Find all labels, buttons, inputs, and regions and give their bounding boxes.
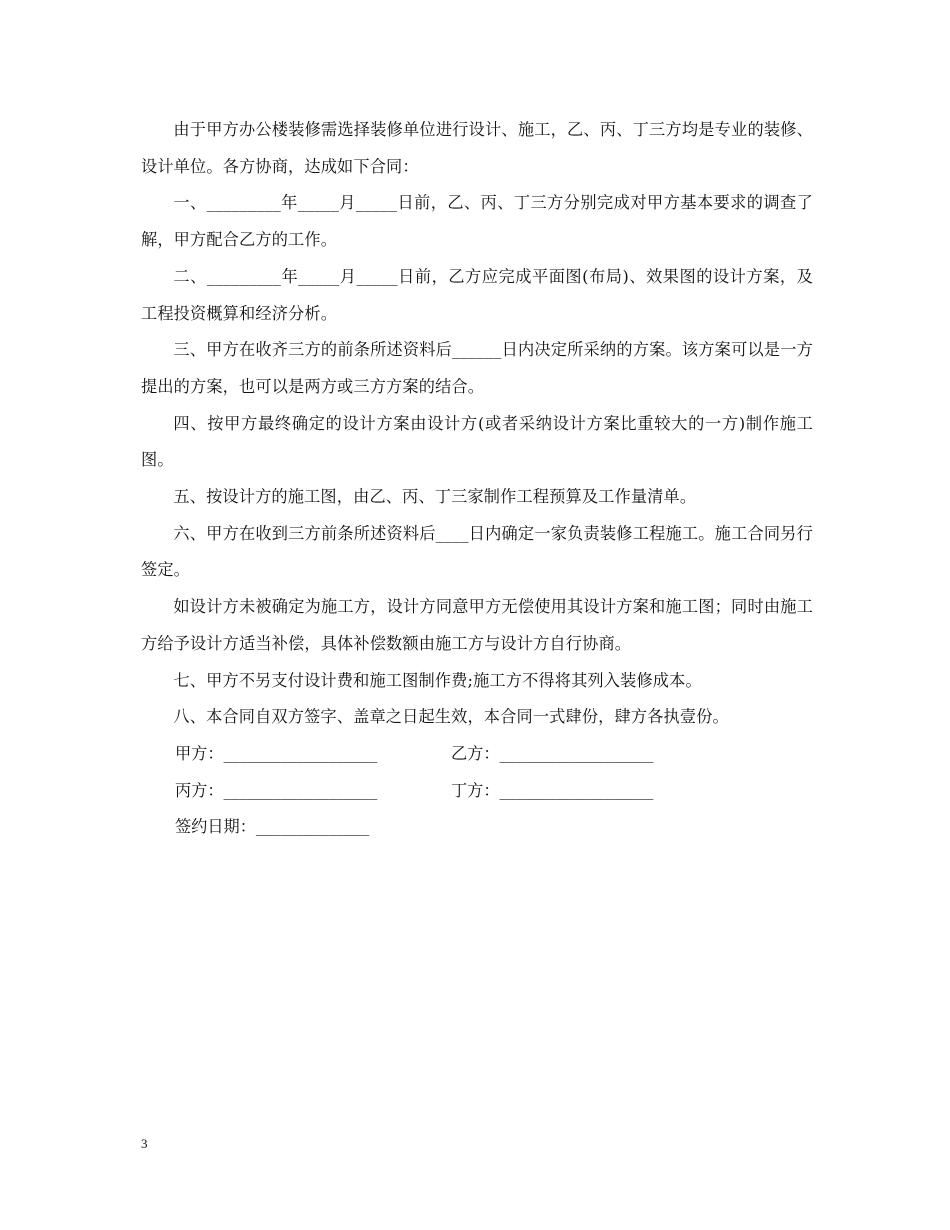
signature-date-row xyxy=(141,809,813,846)
paragraph-clause-3: 三、甲方在收齐三方的前条所述资料后______日内决定所采纳的方案。该方案可以是一方提出的方案，也可以是两方或三方方案的结合。 xyxy=(141,340,813,396)
paragraph-clause-4: 四、按甲方最终确定的设计方案由设计方(或者采纳设计方案比重较大的一方)制作施工图。 xyxy=(141,413,813,470)
page-number: 3 xyxy=(141,1136,148,1151)
paragraph-clause-5: 五、按设计方的施工图，由乙、丙、丁三家制作工程预算及工作量清单。 xyxy=(173,487,697,507)
signature-party-a: 甲方：___________________ xyxy=(175,743,378,763)
signature-party-d: 丁方：___________________ xyxy=(451,780,654,800)
signature-party-b: 乙方：___________________ xyxy=(451,743,654,763)
signature-row-1 xyxy=(141,736,813,773)
signature-row-2 xyxy=(141,773,813,810)
signature-date: 签约日期：______________ xyxy=(175,817,370,837)
signature-party-c: 丙方：___________________ xyxy=(175,780,378,800)
contract-body xyxy=(141,112,813,846)
paragraph-clause-8: 八、本合同自双方签字、盖章之日起生效，本合同一式肆份，肆方各执壹份。 xyxy=(173,707,729,727)
paragraph-clause-7: 七、甲方不另支付设计费和施工图制作费;施工方不得将其列入装修成本。 xyxy=(173,670,702,690)
paragraph-clause-1: 一、_________年_____月_____日前，乙、丙、丁三方分别完成对甲方基本要求的调查了解，甲方配合乙方的工作。 xyxy=(141,193,813,250)
paragraph-clause-6: 六、甲方在收到三方前条所述资料后____日内确定一家负责装修工程施工。施工合同另行签定。 xyxy=(141,523,813,580)
paragraph-clause-2: 二、_________年_____月_____日前，乙方应完成平面图(布局)、效果图的设计方案，及工程投资概算和经济分析。 xyxy=(141,266,813,323)
paragraph-compensation: 如设计方未被确定为施工方，设计方同意甲方无偿使用其设计方案和施工图；同时由施工方给予设计方适当补偿，具体补偿数额由施工方与设计方自行协商。 xyxy=(141,597,813,653)
paragraph-intro: 由于甲方办公楼装修需选择装修单位进行设计、施工，乙、丙、丁三方均是专业的装修、设计单位。各方协商，达成如下合同： xyxy=(141,120,813,176)
